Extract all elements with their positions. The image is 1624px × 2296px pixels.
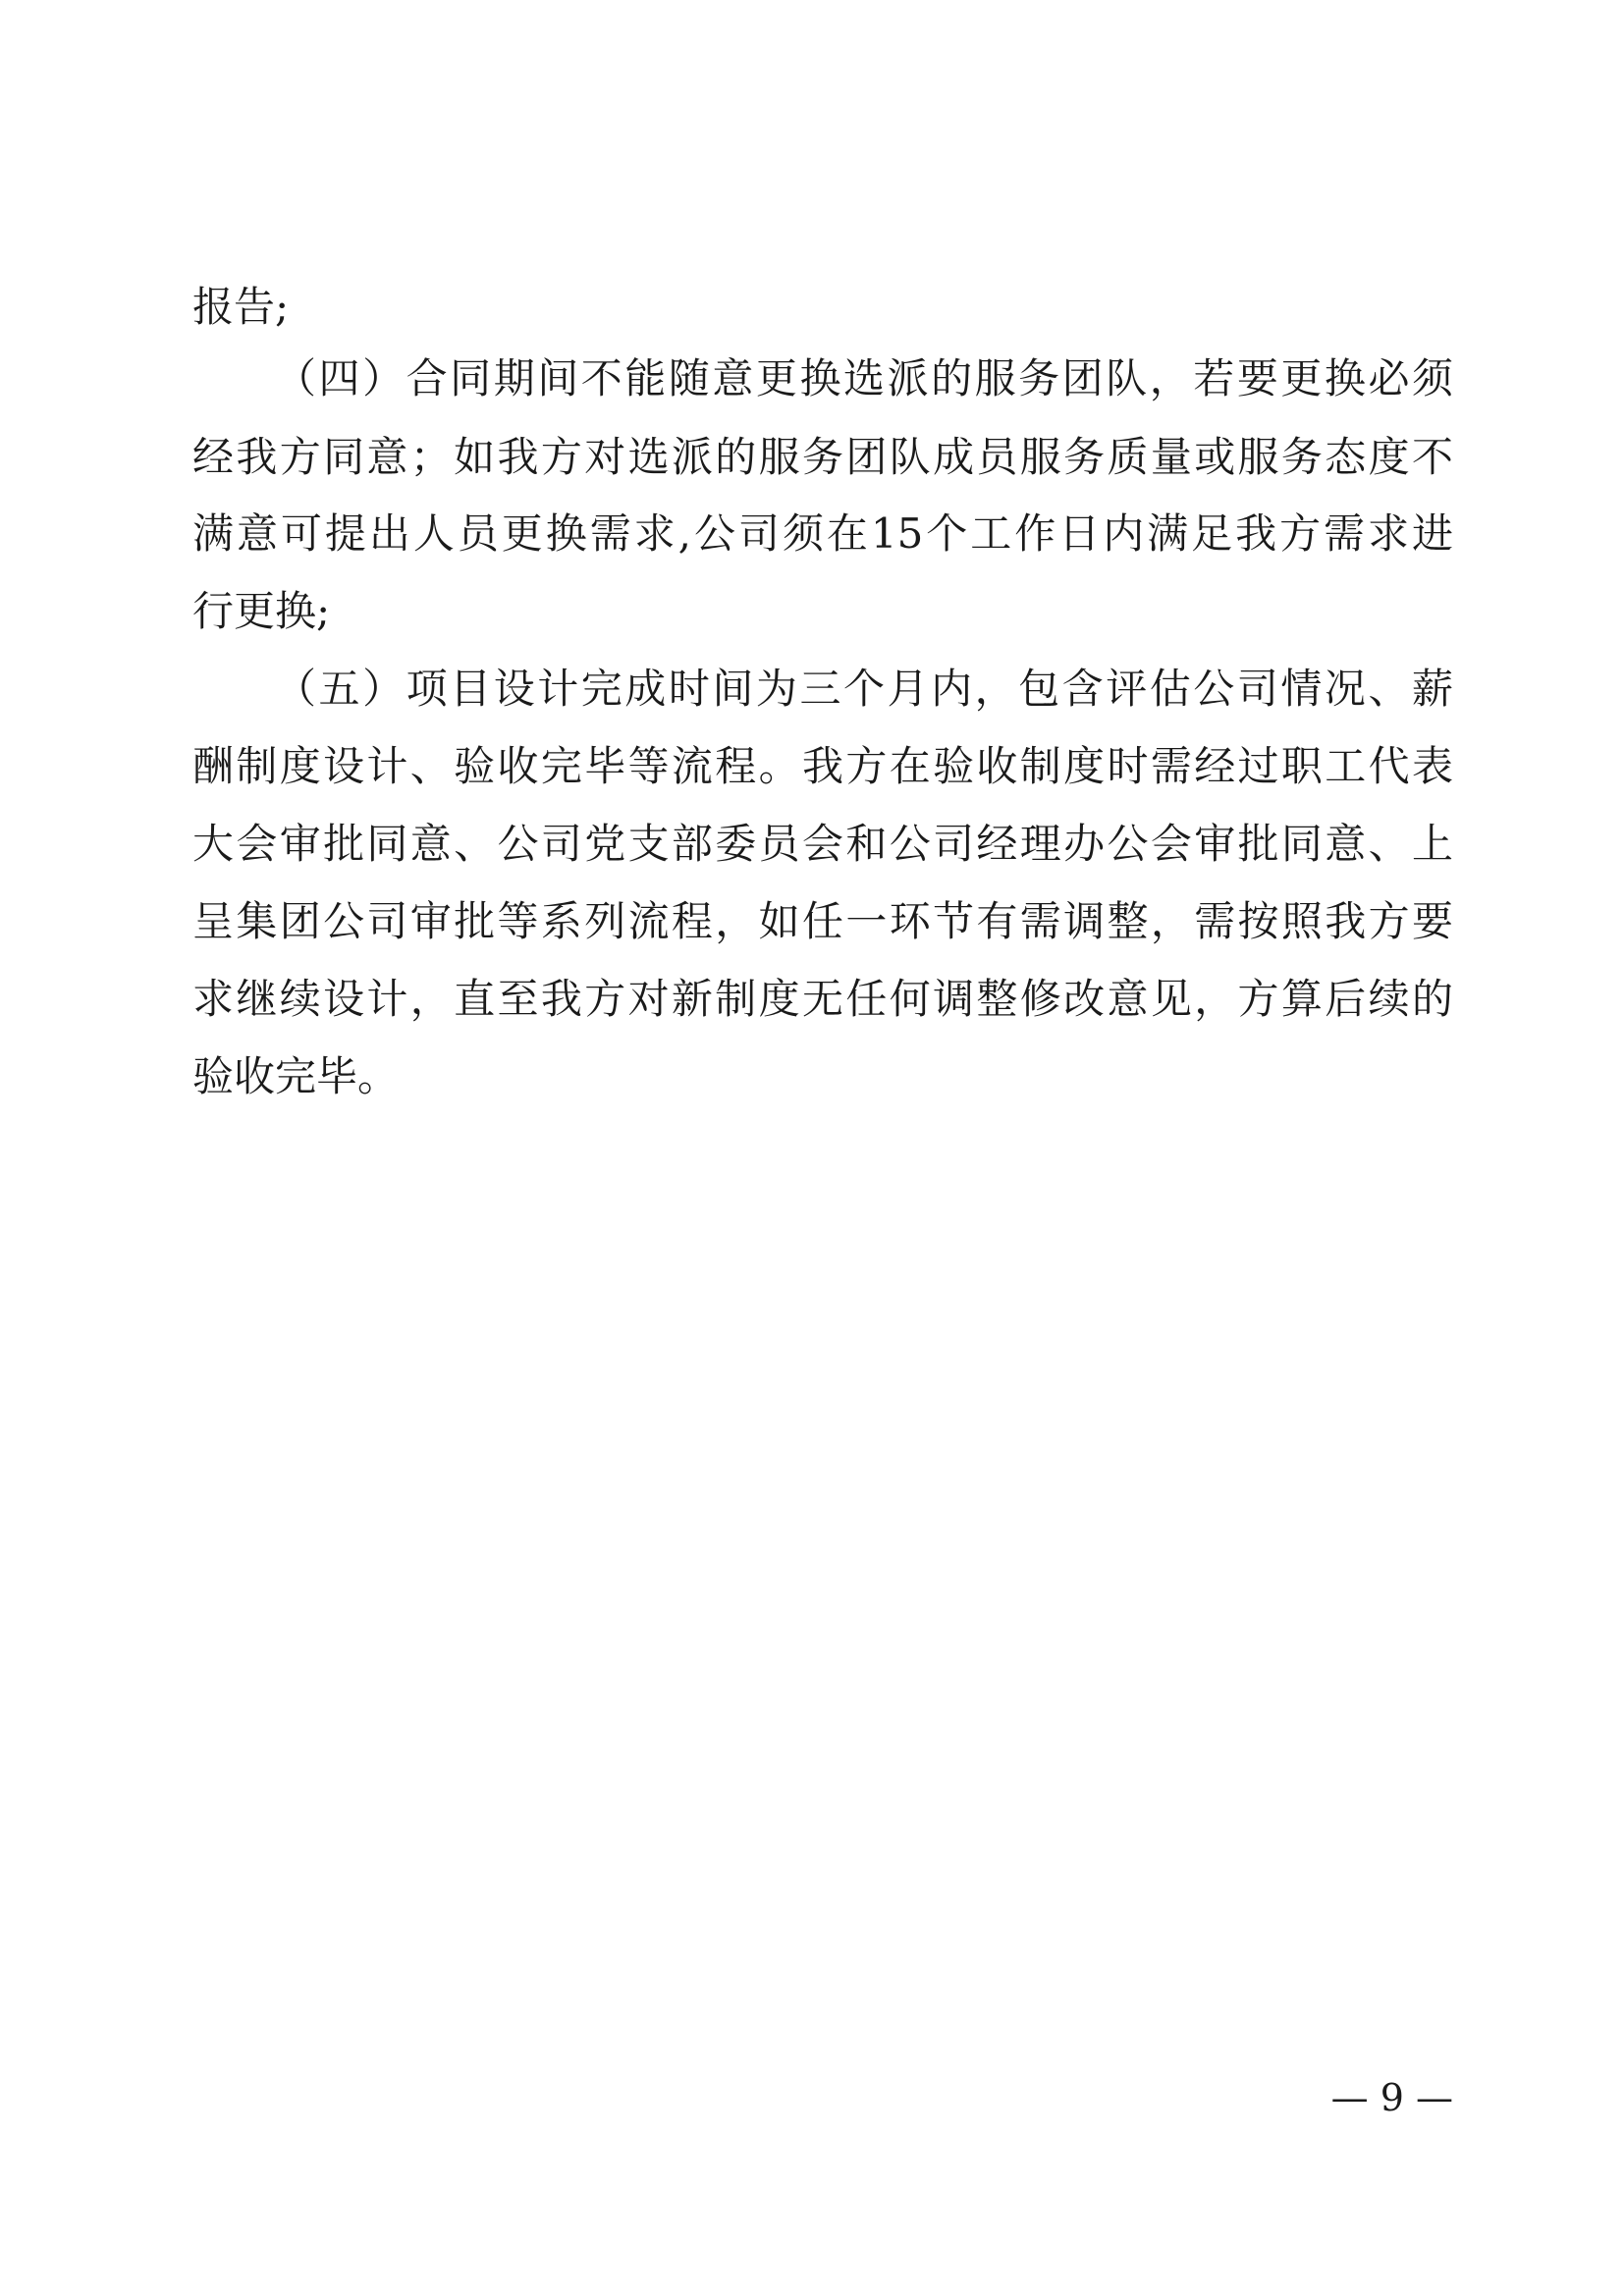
body-line-10: 求继续设计，直至我方对新制度无任何调整修改意见，方算后续的 xyxy=(192,975,1453,1023)
body-line-5: 行更换; xyxy=(192,587,331,635)
body-line-4: 满意可提出人员更换需求,公司须在15个工作日内满足我方需求进 xyxy=(192,509,1453,558)
body-line-3: 经我方同意；如我方对选派的服务团队成员服务质量或服务态度不 xyxy=(192,433,1453,481)
body-line-8: 大会审批同意、公司党支部委员会和公司经理办公会审批同意、上 xyxy=(192,820,1453,868)
body-line-1: 报告; xyxy=(192,283,290,331)
page-number: — 9 — xyxy=(1330,2076,1453,2119)
body-line-9: 呈集团公司审批等系列流程，如任一环节有需调整，需按照我方要 xyxy=(192,897,1453,945)
body-line-6: （五）项目设计完成时间为三个月内，包含评估公司情况、薪 xyxy=(275,665,1453,713)
body-line-2: （四）合同期间不能随意更换选派的服务团队，若要更换必须 xyxy=(275,354,1453,402)
body-line-11: 验收完毕。 xyxy=(192,1052,400,1100)
body-line-7: 酬制度设计、验收完毕等流程。我方在验收制度时需经过职工代表 xyxy=(192,742,1453,790)
